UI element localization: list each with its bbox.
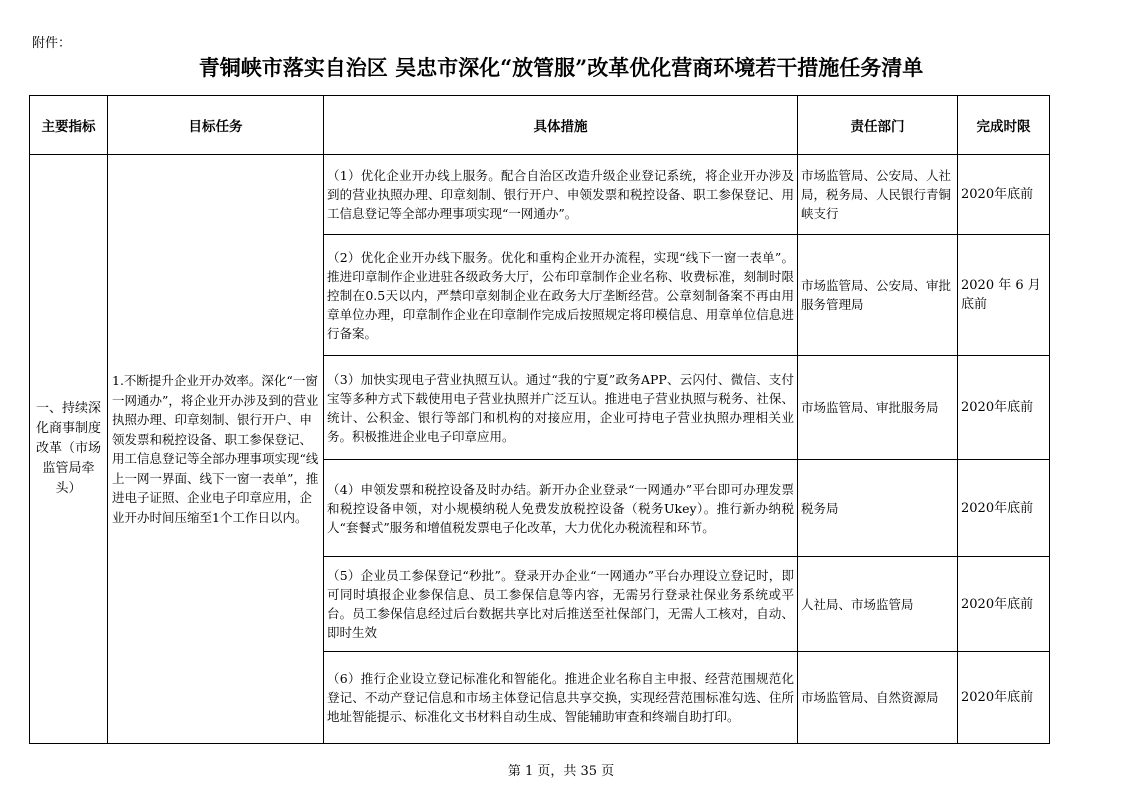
column-header-measures: 具体措施 [324, 96, 798, 155]
deadline-cell: 2020年底前 [958, 356, 1050, 460]
document-title: 青铜峡市落实自治区 吴忠市深化“放管服”改革优化营商环境若干措施任务清单 [198, 55, 924, 80]
department-cell: 市场监管局、公安局、人社局，税务局、人民银行青铜峡支行 [798, 155, 958, 235]
deadline-cell: 2020年底前 [958, 155, 1050, 235]
main-indicator-cell: 一、持续深化商事制度改革（市场监管局牵头） [30, 155, 108, 744]
table-header-row [30, 96, 1050, 155]
department-cell: 市场监管局、审批服务局 [798, 356, 958, 460]
deadline-cell: 2020 年 6 月底前 [958, 235, 1050, 356]
page-number: 第 1 页，共 35 页 [507, 764, 615, 779]
column-header-target: 目标任务 [108, 96, 324, 155]
measure-cell: （2）优化企业开办线下服务。优化和重构企业开办流程，实现“线下一窗一表单”。推进印章制作企业进驻各级政务大厅，公布印章制作企业名称、收费标准，刻制时限控制在0.5天以内，严禁印章刻制企业在政务大厅垄断经营。公章刻制备案不再由用章单位办理，印章制作企业在印章制作完成后按照规定将印模信息、用章单位信息进行备案。 [324, 235, 798, 356]
department-cell: 市场监管局、公安局、审批服务管理局 [798, 235, 958, 356]
measure-cell: （4）申领发票和税控设备及时办结。新开办企业登录“一网通办”平台即可办理发票和税控设备申领，对小规模纳税人免费发放税控设备（税务Ukey）。推行新办纳税人“套餐式”服务和增值税发票电子化改革，大力优化办税流程和环节。 [324, 460, 798, 557]
deadline-cell: 2020年底前 [958, 652, 1050, 744]
measure-cell: （6）推行企业设立登记标准化和智能化。推进企业名称自主申报、经营范围规范化登记、不动产登记信息和市场主体登记信息共享交换，实现经营范围标准勾选、住所地址智能提示、标准化文书材料自动生成、智能辅助审查和终端自助打印。 [324, 652, 798, 744]
department-cell: 市场监管局、自然资源局 [798, 652, 958, 744]
department-cell: 税务局 [798, 460, 958, 557]
column-header-department: 责任部门 [798, 96, 958, 155]
column-header-indicator: 主要指标 [30, 96, 108, 155]
measure-cell: （5）企业员工参保登记“秒批”。登录开办企业“一网通办”平台办理设立登记时，即可同时填报企业参保信息、员工参保信息等内容，无需另行登录社保业务系统或平台。员工参保信息经过后台数据共享比对后推送至社保部门，无需人工核对，自动、即时生效 [324, 557, 798, 652]
task-table [29, 95, 1050, 744]
column-header-deadline: 完成时限 [958, 96, 1050, 155]
measure-cell: （3）加快实现电子营业执照互认。通过“我的宁夏”政务APP、云闪付、微信、支付宝等多种方式下载使用电子营业执照并广泛互认。推进电子营业执照与税务、社保、统计、公积金、银行等部门和机构的对接应用，企业可持电子营业执照办理相关业务。积极推进企业电子印章应用。 [324, 356, 798, 460]
measure-cell: （1）优化企业开办线上服务。配合自治区改造升级企业登记系统，将企业开办涉及到的营业执照办理、印章刻制、银行开户、申领发票和税控设备、职工参保登记、用工信息登记等全部办理事项实现“一网通办”。 [324, 155, 798, 235]
department-cell: 人社局、市场监管局 [798, 557, 958, 652]
table-row [30, 155, 1050, 235]
attachment-label: 附件： [32, 36, 72, 51]
deadline-cell: 2020年底前 [958, 460, 1050, 557]
deadline-cell: 2020年底前 [958, 557, 1050, 652]
target-task-cell: 1.不断提升企业开办效率。深化“一窗一网通办”，将企业开办涉及到的营业执照办理、印章刻制、银行开户、申领发票和税控设备、职工参保登记、用工信息登记等全部办理事项实现“线上一网一界面、线下一窗一表单”，推进电子证照、企业电子印章应用，企业开办时间压缩至1个工作日以内。 [108, 155, 324, 744]
